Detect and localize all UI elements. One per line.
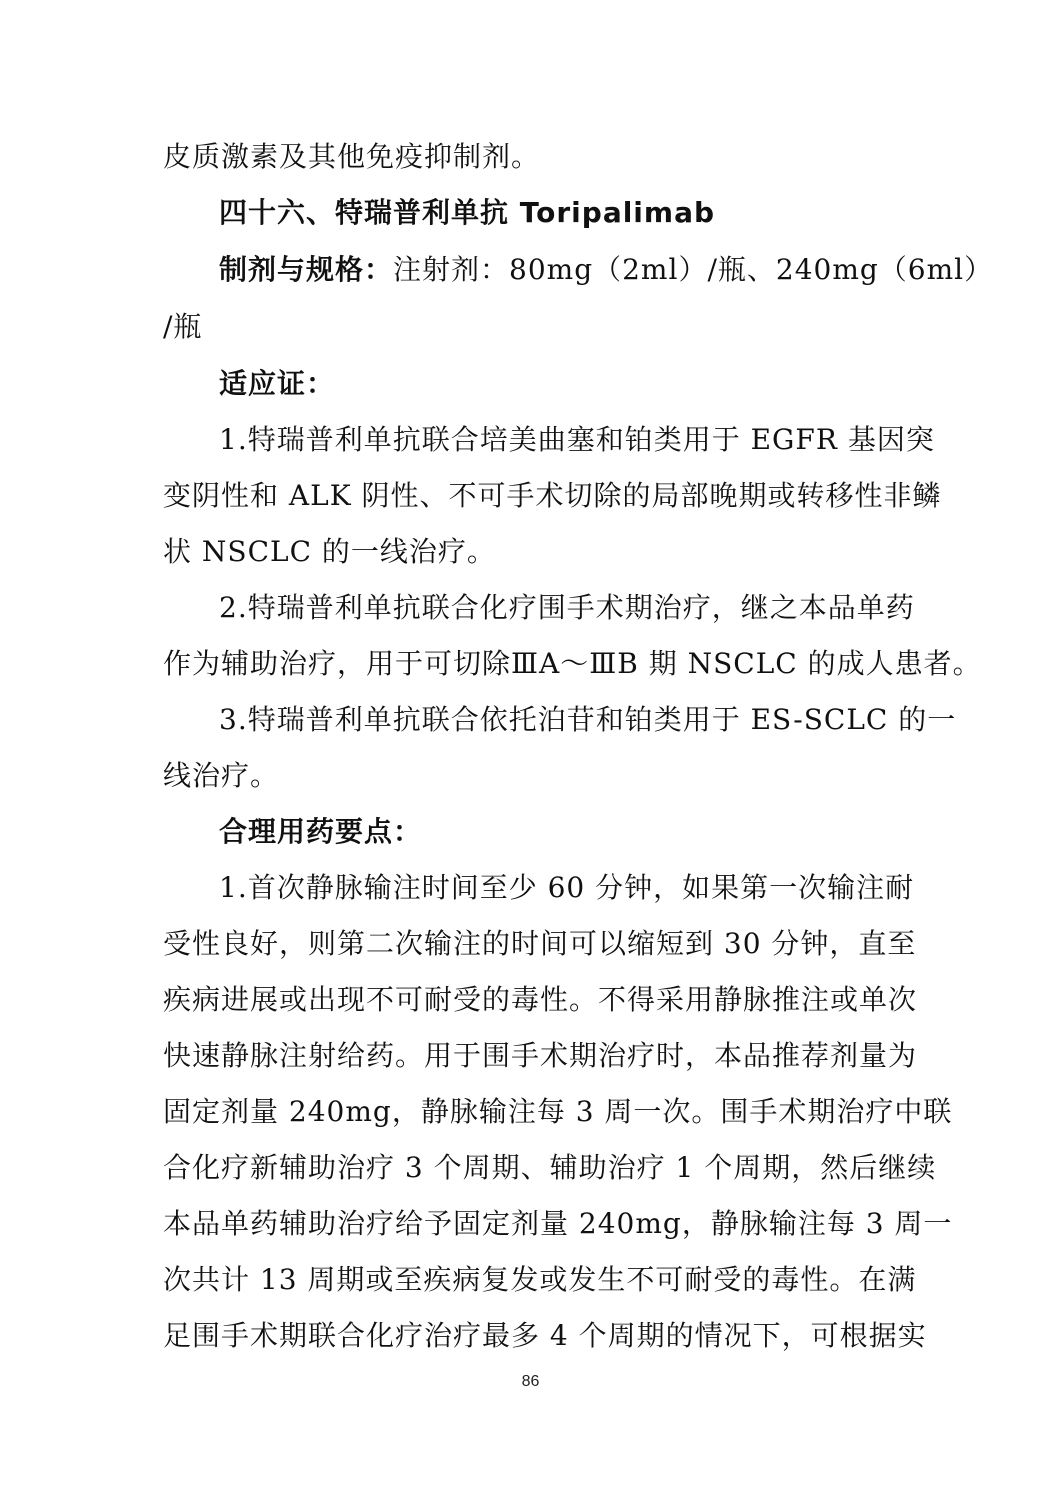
indications-label: 适应证： xyxy=(219,367,336,400)
formulation-text: 注射剂：80mg（2ml）/瓶、240mg（6ml） xyxy=(393,253,994,286)
indication-line: 1.特瑞普利单抗联合培美曲塞和铂类用于 EGFR 基因突 xyxy=(219,423,935,456)
rational-use-line: 本品单药辅助治疗给予固定剂量 240mg，静脉输注每 3 周一 xyxy=(163,1207,953,1240)
rational-use-label: 合理用药要点： xyxy=(219,815,423,848)
rational-use-line: 足围手术期联合化疗治疗最多 4 个周期的情况下，可根据实 xyxy=(163,1319,927,1352)
formulation-label: 制剂与规格： xyxy=(219,253,394,286)
formulation-line xyxy=(219,250,993,290)
indication-line: 2.特瑞普利单抗联合化疗围手术期治疗，继之本品单药 xyxy=(219,591,915,624)
rational-use-line: 次共计 13 周期或至疾病复发或发生不可耐受的毒性。在满 xyxy=(163,1263,917,1296)
indication-line: 线治疗。 xyxy=(163,759,280,792)
indication-line: 状 NSCLC 的一线治疗。 xyxy=(163,535,496,568)
continuation-line: 皮质激素及其他免疫抑制剂。 xyxy=(163,140,541,173)
rational-use-line: 固定剂量 240mg，静脉输注每 3 周一次。围手术期治疗中联 xyxy=(163,1095,953,1128)
rational-use-line: 1.首次静脉输注时间至少 60 分钟，如果第一次输注耐 xyxy=(219,871,915,904)
indication-line: 作为辅助治疗，用于可切除ⅢA～ⅢB 期 NSCLC 的成人患者。 xyxy=(163,647,982,680)
rational-use-line: 疾病进展或出现不可耐受的毒性。不得采用静脉推注或单次 xyxy=(163,983,918,1016)
rational-use-line: 合化疗新辅助治疗 3 个周期、辅助治疗 1 个周期，然后继续 xyxy=(163,1151,937,1184)
formulation-text-continued: /瓶 xyxy=(163,310,203,343)
page-number: 86 xyxy=(521,1373,540,1390)
rational-use-line: 快速静脉注射给药。用于围手术期治疗时，本品推荐剂量为 xyxy=(163,1039,918,1072)
indication-line: 变阴性和 ALK 阴性、不可手术切除的局部晚期或转移性非鳞 xyxy=(163,479,942,512)
section-title: 四十六、特瑞普利单抗 Toripalimab xyxy=(219,196,716,229)
rational-use-line: 受性良好，则第二次输注的时间可以缩短到 30 分钟，直至 xyxy=(163,927,917,960)
indication-line: 3.特瑞普利单抗联合依托泊苷和铂类用于 ES-SCLC 的一 xyxy=(219,703,957,736)
